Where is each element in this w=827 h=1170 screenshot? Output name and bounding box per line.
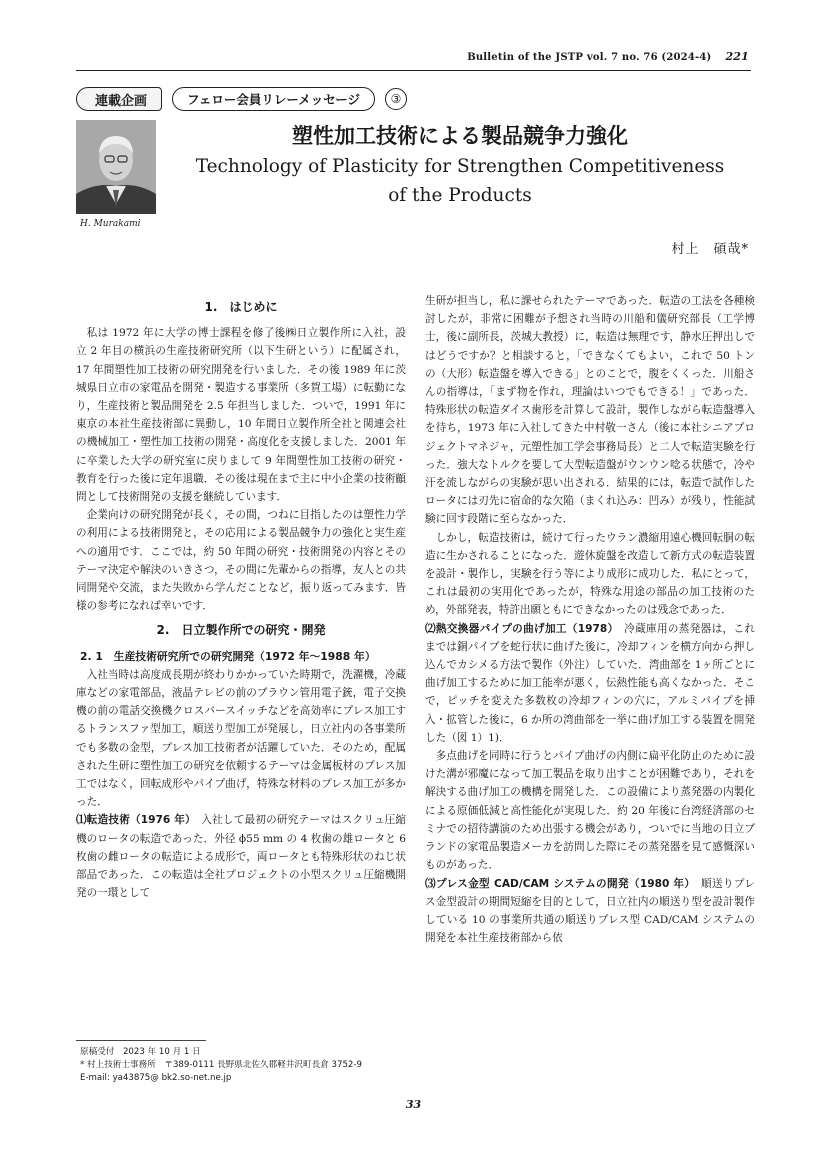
series-bar — [76, 86, 407, 112]
paragraph: 多点曲げを同時に行うとパイプ曲げの内側に扁平化防止のために設けた溝が邪魔になって加工製品を取り出すことが困難であり，それを解決する曲げ加工の機構を開発した．この設備により蒸発器の内製化による原価低減と高性能化が実現した．約 20 年後に台湾経済部のセミナでの招待講演のため出張する機会があり，ついでに当地の日立ブランドの家電品製造メーカを訪問した際にその蒸発器を見て感慨深いものがあった． — [425, 750, 755, 872]
footnote-email: E-mail: ya43875@ bk2.so-net.ne.jp — [80, 1073, 232, 1083]
page-number-top: 221 — [725, 50, 749, 63]
paragraph: 企業向けの研究開発が長く，その間，つねに目指したのは塑性力学の利用による技術開発と，その応用による製品競争力の強化と実生産への適用です．ここでは，約 50 年間の研究・技術開発の内容とそのテーマ決定や解決のいきさつ，その間に先輩からの指導，友人との共同開発や交流，また失敗から学んだことなど，振り返ってみます．皆様の参考になれば幸いです． — [76, 509, 406, 613]
footnote-received: 原稿受付 2023 年 10 月 1 日 — [80, 1047, 201, 1057]
page-number-bottom: 33 — [405, 1098, 422, 1111]
author-photo — [76, 120, 156, 214]
subsection-heading: 2. 1 生産技術研究所での研究開発（1972 年～1988 年） — [80, 649, 376, 663]
paragraph-item-2 — [425, 620, 755, 747]
paragraph: しかし，転造技術は，続けて行ったウラン濃縮用遠心機回転胴の転造に生かされることになった．遊休旋盤を改造して新方式の転造装置を設計・製作し，実験を行う等により成形に成功した．私にとって，これは最初の実用化であったが，特殊な用途の部品の加工技術のため，外部発表，特許出願ともにできなかったのは残念であった． — [425, 531, 755, 617]
footnotes — [80, 1046, 362, 1085]
item-text: 順送りプレス金型設計の期間短縮を目的として，日立社内の順送り型を設計製作している 10 の事業所共通の順送りプレス型 CAD/CAM システムの開発を本社生産技術部から依 — [425, 877, 756, 945]
footnote-rule — [76, 1040, 206, 1041]
title-japanese: 塑性加工技術による製品競争力強化 — [292, 124, 628, 148]
paragraph: 私は 1972 年に大学の博士課程を修了後㈱日立製作所に入社，設立 2 年目の横浜の生産技術研究所（以下生研という）に配属され，17 年間塑性加工技術の研究開発を行いました．その後 1989 年に茨城県日立市の家電品を開発・製造する事業所（多賀工場）に転勤になり，生産技術と製品開発を 2.5 年担当しました．ついで，1991 年に東京の本社生産技術部に異動し，10 年間日立製作所全社と関連会社の機械加工・塑性加工技術の開発・高度化を支援しました．2001 年に卒業した大学の研究室に戻りまして 9 年間塑性加工技術の研究・教育を行った後に定年退職．その後は現在まで主に中小企業の技術顧問として技術開発の支援を継続しています． — [76, 327, 406, 504]
left-column — [76, 292, 406, 903]
paragraph: 入社当時は高度成長期が終わりかかっていた時期で，洗濯機，冷蔵庫などの家電部品，液晶テレビの前のブラウン管用電子銃，電子交換機の前の電話交換機クロスバースイッチなどを高効率にプレス加工するトランスファ型加工，順送り型加工が発展し，日立社内の各事業所でも多数の金型，プレス加工技術者が活躍していた．そのため，配属された生研に塑性加工の研究を依頼するテーマは金属板材のプレス加工ではなく，回転成形やパイプ曲げ，特殊な材料のプレス加工が多かった． — [76, 668, 406, 809]
item-label: ⑶プレス金型 CAD/CAM システムの開発（1980 年） — [425, 877, 691, 890]
title-english-line1: Technology of Plasticity for Strengthen Competitiveness — [195, 156, 725, 177]
paragraph-item-3 — [425, 875, 755, 948]
author-portrait-icon — [76, 120, 156, 214]
item-label: ⑵熱交換器パイプの曲げ加工（1978） — [425, 622, 614, 635]
right-column — [425, 292, 755, 947]
title-english — [170, 152, 750, 210]
item-label: ⑴転造技術（1976 年） — [76, 814, 191, 827]
photo-caption: H. Murakami — [80, 219, 141, 229]
journal-name: Bulletin of the JSTP vol. 7 no. 76 (2024-4) — [467, 52, 712, 63]
journal-header — [467, 50, 749, 63]
paragraph-item-1 — [76, 811, 406, 902]
title-english-line2: of the Products — [388, 185, 532, 206]
item-text: 冷蔵庫用の蒸発器は，これまでは銅パイプを蛇行状に曲げた後に，冷却フィンを横方向から押し込んでカシメる方法で製作（外注）していた．湾曲部を 1ヶ所ごとに曲げ加工するために加工能率が悪く，伝熱性能も高くなかった．そこで，ピッチを変えた多数枚の冷却フィンの穴に，アルミパイプを挿入・拡管した後に，6 か所の湾曲部を一挙に曲げ加工する装置を開発した（図 1）1)． — [425, 622, 755, 744]
item-text: 入社して最初の研究テーマはスクリュ圧縮機のロータの転造であった．外径 ϕ55 mm の 4 枚歯の雄ロータと 6 枚歯の雌ロータの転造による成形で，両ロータとも特殊形状のねじ状部品であった．この転造は全社プロジェクトの小型スクリュ圧縮機開発の一環として — [76, 814, 407, 900]
section-heading-2: 2. 日立製作所での研究・開発 — [156, 623, 326, 638]
paragraph: 生研が担当し，私に課せられたテーマであった．転造の工法を各種検討したが，非常に困難が予想され当時の川船和儀研究部長（工学博士，後に副所長，茨城大教授）に，転造は無理です，静水圧押出しではどうですか？と相談すると，「できなくてもよい，これで 50 トンの（大形）転造盤を導入できる」とのことで，腹をくくった．川船さんの指導は，「まず物を作れ，理論はいつでもできる！」であった．特殊形状の転造ダイス歯形を計算して設計，製作しながら転造盤導入を待ち，1973 年に入社してきた中村敬一さん（後に本社シニアプロジェクトマネジャ，元塑性加工学会事務局長）と二人で転造実験を行った．強大なトルクを要して大型転造盤がウンウン唸る状態で，冷や汗を流しながらの実験が思い出される．結果的には，転造で試作したロータには刃先に宿命的な欠陥（まくれ込み：凹み）が残り，性能試験に回す段階に至らなかった． — [425, 295, 755, 526]
author-name: 村上 碩哉* — [671, 242, 749, 257]
section-heading-1: 1. はじめに — [204, 300, 278, 314]
footnote-affiliation: * 村上技術士事務所 〒389-0111 長野県北佐久郡軽井沢町長倉 3752-9 — [80, 1060, 362, 1070]
series-number: ③ — [385, 88, 407, 110]
series-tag: 連載企画 — [76, 87, 162, 111]
header-rule — [76, 70, 751, 71]
series-subtitle: フェロー会員リレーメッセージ — [172, 87, 375, 111]
